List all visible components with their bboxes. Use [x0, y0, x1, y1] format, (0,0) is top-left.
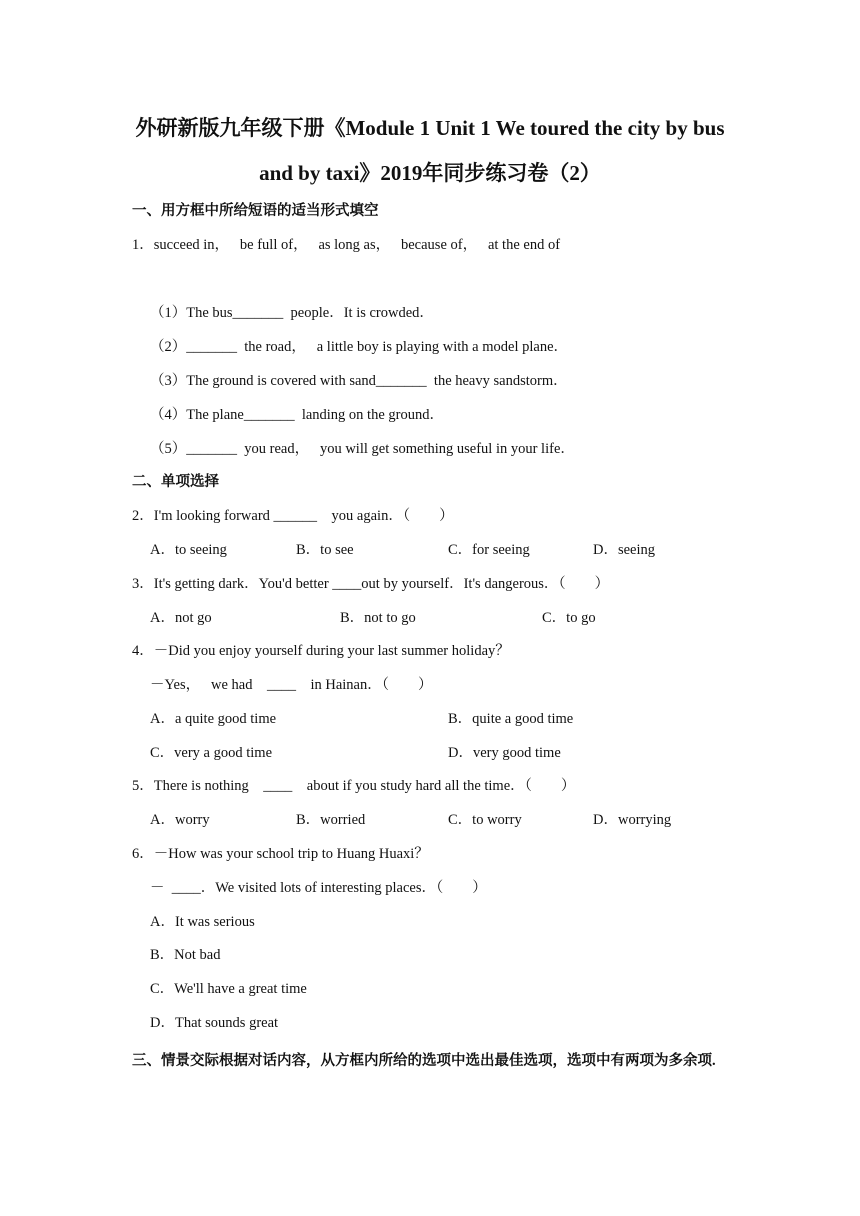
question-4-option-a: A．a quite good time: [150, 711, 277, 727]
question-2-option-b: B．to see: [296, 542, 354, 558]
question-5-option-b: B．worried: [296, 812, 366, 828]
question-2-option-a: A．to seeing: [150, 542, 227, 558]
question-5-option-c: C．to worry: [448, 812, 522, 828]
question-2-option-d: D．seeing: [593, 542, 656, 558]
section-3-heading: 三、情景交际根据对话内容，从方框内所给的选项中选出最佳选项，选项中有两项为多余项.: [132, 1053, 716, 1069]
question-6-stem-1: 6．－How was your school trip to Huang Huaxi？: [132, 846, 429, 862]
question-6-option-c: C．We'll have a great time: [150, 981, 307, 997]
section-2-heading: 二、单项选择: [132, 474, 219, 490]
question-2-stem: 2．I'm looking forward ______ you again．（ ）: [132, 508, 454, 524]
question-3-stem: 3．It's getting dark．You'd better ____out by yourself．It's dangerous．（ ）: [132, 576, 610, 592]
title-line-2: and by taxi》2019年同步练习卷（2）: [259, 161, 601, 185]
question-3-option-b: B．not to go: [340, 610, 416, 626]
question-3-option-c: C．to go: [542, 610, 596, 626]
question-6-option-a: A．It was serious: [150, 914, 255, 930]
question-1-item-5: （5）_______ you read， you will get something useful in your life．: [150, 441, 575, 457]
question-5-option-a: A．worry: [150, 812, 210, 828]
question-5-option-d: D．worrying: [593, 812, 672, 828]
section-1-heading: 一、用方框中所给短语的适当形式填空: [132, 203, 379, 219]
question-5-stem: 5．There is nothing ____ about if you study hard all the time．（ ）: [132, 778, 576, 794]
question-3-option-a: A．not go: [150, 610, 212, 626]
question-4-stem-2: －Yes， we had ____ in Hainan．（ ）: [150, 677, 433, 693]
question-1-item-1: （1）The bus_______ people．It is crowded．: [150, 305, 434, 321]
question-4-option-d: D．very good time: [448, 745, 561, 761]
question-4-option-b: B．quite a good time: [448, 711, 574, 727]
title-line-1: 外研新版九年级下册《Module 1 Unit 1 We toured the city by bus: [135, 116, 725, 140]
question-6-option-d: D．That sounds great: [150, 1015, 279, 1031]
question-1-item-3: （3）The ground is covered with sand_______ the heavy sandstorm．: [150, 373, 568, 389]
question-2-option-c: C．for seeing: [448, 542, 530, 558]
question-6-option-b: B．Not bad: [150, 947, 221, 963]
question-6-stem-2: － ____．We visited lots of interesting places．（ ）: [150, 880, 487, 896]
question-1-item-2: （2）_______ the road， a little boy is playing with a model plane．: [150, 339, 569, 355]
question-4-stem-1: 4．－Did you enjoy yourself during your last summer holiday？: [132, 643, 510, 659]
question-4-option-c: C．very a good time: [150, 745, 273, 761]
question-1-item-4: （4）The plane_______ landing on the ground．: [150, 407, 444, 423]
question-1-stem: 1．succeed in， be full of， as long as， because of， at the end of: [132, 237, 561, 253]
